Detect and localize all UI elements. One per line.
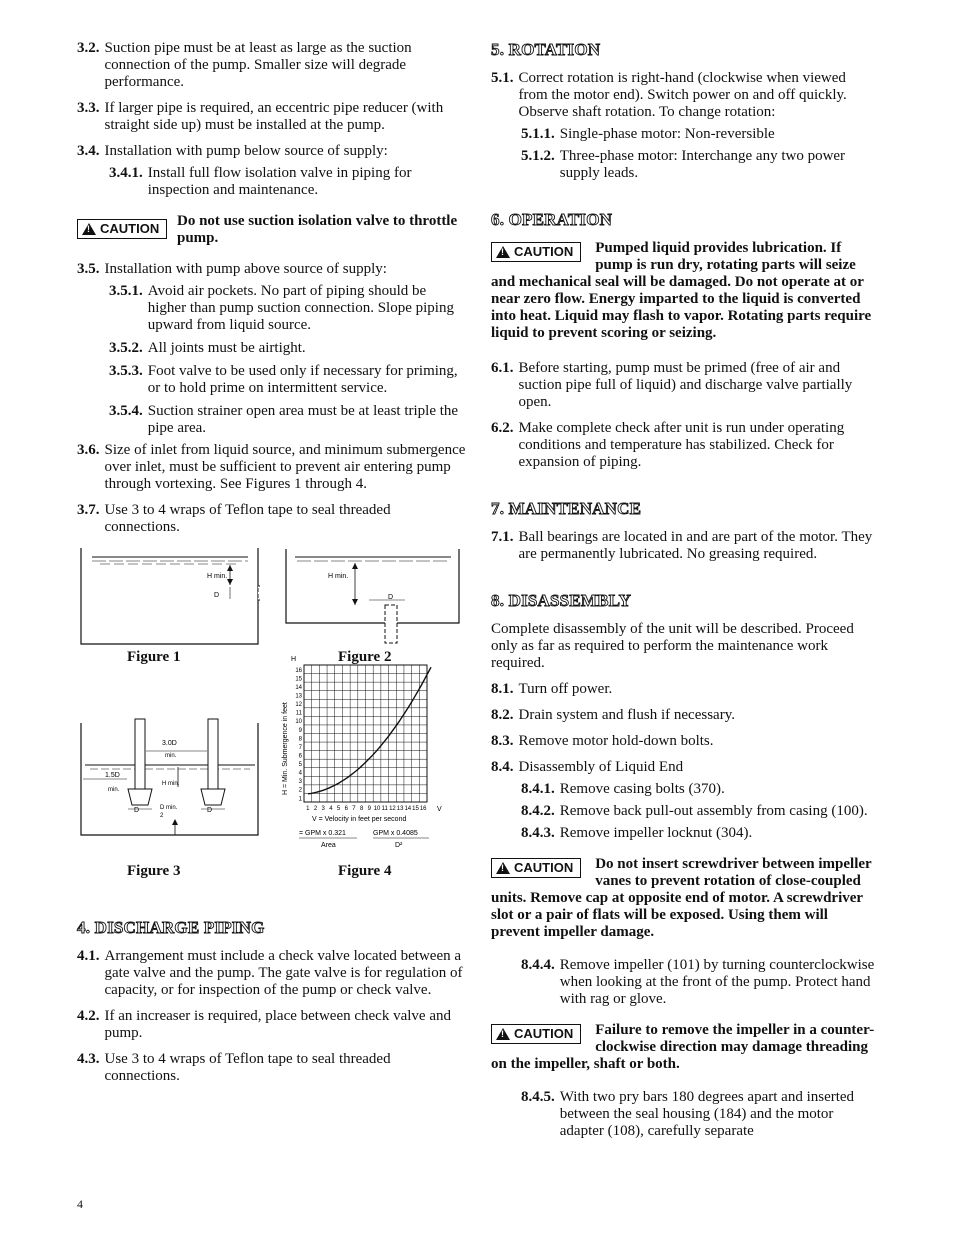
warning-icon: !: [496, 862, 510, 874]
section-8-2: 8.2. Drain system and flush if necessary.: [491, 707, 735, 723]
y-tick-label: 7: [298, 744, 302, 751]
y-tick-label: 5: [298, 762, 302, 769]
svg-text:H min.: H min.: [207, 573, 228, 580]
y-tick-label: 16: [295, 667, 302, 674]
section-8-4-5: 8.4.5. With two pry bars 180 degrees apart and inserted between the seal housing (184) and the motor adapter (108), carefully separate: [521, 1089, 855, 1139]
x-tick-label: 15: [412, 806, 419, 812]
warning-icon: !: [496, 246, 510, 258]
section-8-4-1: 8.4.1. Remove casing bolts (370).: [521, 781, 725, 797]
section-3-3: 3.3. If larger pipe is required, an eccentric pipe reducer (with straight side up) must be installed at the pump.: [77, 100, 444, 133]
figure-1-diagram: [80, 547, 260, 647]
section-4-1: 4.1. Arrangement must include a check valve located between a gate valve and the pump. The gate valve is for regulation of capacity, or for inspection of the pump or check valve.: [77, 948, 463, 998]
x-tick-label: 4: [329, 806, 333, 812]
figure-3-diagram: [80, 717, 260, 837]
warning-icon: !: [82, 223, 96, 235]
y-tick-label: 14: [295, 684, 302, 691]
y-tick-label: 8: [298, 736, 302, 743]
svg-text:Area: Area: [321, 842, 336, 849]
figure-4-x-label: V = Velocity in feet per second: [312, 816, 407, 823]
svg-text:H min.: H min.: [328, 573, 349, 580]
section-3-2: 3.2. Suction pipe must be at least as large as the suction connection of the pump. Smaller size will degrade performance.: [77, 40, 412, 90]
svg-text:V: V: [437, 806, 442, 813]
svg-text:= GPM x 0.321: = GPM x 0.321: [299, 830, 346, 837]
warning-icon: !: [496, 1028, 510, 1040]
svg-text:2: 2: [160, 813, 164, 819]
section-4-2: 4.2. If an increaser is required, place between check valve and pump.: [77, 1008, 451, 1041]
x-tick-label: 2: [313, 806, 318, 812]
section-3-5-3: 3.5.3. Foot valve to be used only if necessary for priming, or to hold prime on intermittent service.: [109, 363, 458, 396]
figure-4-chart: [277, 655, 452, 860]
section-8-4-3: 8.4.3. Remove impeller locknut (304).: [521, 825, 753, 841]
figure-4-curve: [308, 667, 431, 794]
heading-discharge-piping: 4. DISCHARGE PIPING: [77, 918, 265, 937]
figure-1-caption: Figure 1: [127, 649, 181, 665]
section-8-4-4: 8.4.4. Remove impeller (101) by turning counterclockwise when looking at the front of the pump. Protect hand with rag or glove.: [521, 957, 875, 1007]
y-tick-label: 15: [295, 676, 302, 683]
x-tick-label: 14: [404, 806, 412, 812]
section-3-5-4: 3.5.4. Suction strainer open area must be at least triple the pipe area.: [109, 403, 459, 436]
caution-notice-screwdriver: ! CAUTION Do not insert screwdriver between impeller vanes to prevent rotation of close-coupled units. Remove cap at opposite end of motor. A screwdriver slot or a pair of flats will be exposed. Using them will prevent impeller damage.: [491, 856, 872, 940]
figure-2-caption: Figure 2: [338, 649, 392, 665]
svg-text:D min.: D min.: [160, 805, 178, 811]
section-3-5-2: 3.5.2. All joints must be airtight.: [109, 340, 306, 356]
section-8-4: 8.4. Disassembly of Liquid End: [491, 759, 684, 775]
svg-text:min.: min.: [165, 753, 177, 759]
section-3-4: 3.4. Installation with pump below source of supply:: [77, 143, 388, 159]
x-tick-label: 8: [359, 806, 364, 812]
caution-notice-impeller: ! CAUTION Failure to remove the impeller in a counter-clockwise direction may damage threading on the impeller, shaft or both.: [491, 1022, 875, 1072]
y-tick-label: 2: [298, 787, 302, 794]
svg-text:D: D: [207, 807, 213, 814]
x-tick-label: 13: [396, 806, 404, 812]
section-6-2: 6.2. Make complete check after unit is run under operating conditions and temperature has stabilized. Check for expansion of piping.: [491, 420, 845, 470]
caution-notice-suction-valve: ! CAUTION Do not use suction isolation valve to throttle pump.: [77, 213, 467, 247]
caution-badge: ! CAUTION: [77, 219, 167, 239]
svg-text:GPM x 0.4085: GPM x 0.4085: [373, 830, 418, 837]
section-6-1: 6.1. Before starting, pump must be primed (free of air and suction pipe full of liquid) and discharge valve partially open.: [491, 360, 853, 410]
svg-text:3.0D: 3.0D: [162, 740, 177, 747]
right-column: [491, 40, 876, 1149]
svg-text:D: D: [134, 807, 140, 814]
section-8-1: 8.1. Turn off power.: [491, 681, 613, 697]
section-5-1-2: 5.1.2. Three-phase motor: Interchange any two power supply leads.: [521, 148, 846, 181]
section-5-1: 5.1. Correct rotation is right-hand (clockwise when viewed from the motor end). Switch power on and off quickly. Observe shaft rotation. To change rotation:: [491, 70, 847, 120]
figure-4-caption: Figure 4: [338, 863, 392, 879]
section-3-5: 3.5. Installation with pump above source of supply:: [77, 261, 387, 277]
x-tick-label: 10: [373, 806, 381, 812]
x-tick-label: 1: [306, 806, 310, 812]
x-tick-label: 12: [389, 806, 396, 812]
heading-rotation: 5. ROTATION: [491, 40, 601, 59]
section-7-1: 7.1. Ball bearings are located in and are part of the motor. They are permanently lubricated. No greasing required.: [491, 529, 873, 562]
y-tick-label: 4: [298, 770, 302, 777]
section-3-4-1: 3.4.1. Install full flow isolation valve in piping for inspection and maintenance.: [109, 165, 412, 198]
x-tick-label: 16: [419, 806, 427, 812]
svg-text:D²: D²: [395, 842, 403, 849]
svg-text:D: D: [214, 592, 220, 599]
y-tick-label: 12: [295, 702, 302, 709]
y-tick-label: 13: [295, 693, 302, 700]
svg-text:min.: min.: [108, 787, 120, 793]
x-tick-label: 3: [321, 806, 325, 812]
x-tick-label: 7: [352, 806, 356, 812]
y-tick-label: 6: [298, 753, 302, 760]
left-column: [77, 40, 467, 1094]
y-tick-label: 3: [298, 779, 302, 786]
figure-4-grid: [304, 665, 427, 802]
disassembly-intro: Complete disassembly of the unit will be described. Proceed only as far as required to perform the maintenance work required.: [491, 621, 854, 671]
section-8-3: 8.3. Remove motor hold-down bolts.: [491, 733, 714, 749]
svg-text:1.5D: 1.5D: [105, 772, 120, 779]
x-tick-label: 9: [367, 806, 372, 812]
caution-badge: ! CAUTION: [491, 1024, 581, 1044]
y-tick-label: 1: [298, 796, 302, 803]
svg-text:D: D: [388, 594, 394, 601]
x-tick-label: 11: [381, 806, 388, 812]
x-tick-label: 5: [336, 806, 341, 812]
figures-area: [77, 545, 467, 900]
y-tick-label: 11: [295, 710, 302, 717]
section-4-3: 4.3. Use 3 to 4 wraps of Teflon tape to seal threaded connections.: [77, 1051, 391, 1084]
heading-maintenance: 7. MAINTENANCE: [491, 499, 642, 518]
section-3-7: 3.7. Use 3 to 4 wraps of Teflon tape to seal threaded connections.: [77, 502, 391, 535]
figure-4-y-ticks: [295, 668, 302, 802]
svg-text:H: H: [291, 656, 297, 663]
y-tick-label: 10: [295, 719, 302, 726]
y-tick-label: 9: [298, 727, 302, 734]
caution-badge: ! CAUTION: [491, 242, 581, 262]
section-3-5-1: 3.5.1. Avoid air pockets. No part of piping should be higher than pump suction connection. Slope piping upward from liquid source.: [109, 283, 454, 333]
figure-3-caption: Figure 3: [127, 863, 181, 879]
heading-disassembly: 8. DISASSEMBLY: [491, 591, 632, 610]
figure-4-y-label: H = Min. Submergence in feet: [282, 702, 289, 795]
x-tick-label: 6: [344, 806, 348, 812]
section-3-6: 3.6. Size of inlet from liquid source, and minimum submergence over inlet, must be sufficient to prevent air entering pump through vortexing. See Figures 1 through 4.: [77, 442, 466, 492]
figure-2-diagram: [285, 545, 465, 645]
svg-text:H min.: H min.: [162, 781, 180, 787]
page-number: 4: [77, 1197, 83, 1211]
heading-operation: 6. OPERATION: [491, 210, 613, 229]
caution-badge: ! CAUTION: [491, 858, 581, 878]
section-8-4-2: 8.4.2. Remove back pull-out assembly from casing (100).: [521, 803, 868, 819]
caution-notice-dry-run: ! CAUTION Pumped liquid provides lubrication. If pump is run dry, rotating parts will seize and mechanical seal will be damaged. Do not operate at or near zero flow. Energy imparted to the liquid is converted into heat. Liquid may flash to vapor. Rotating parts require liquid to prevent scoring or seizing.: [491, 240, 872, 341]
figure-4-x-ticks: [306, 806, 427, 812]
section-5-1-1: 5.1.1. Single-phase motor: Non-reversible: [521, 126, 775, 142]
